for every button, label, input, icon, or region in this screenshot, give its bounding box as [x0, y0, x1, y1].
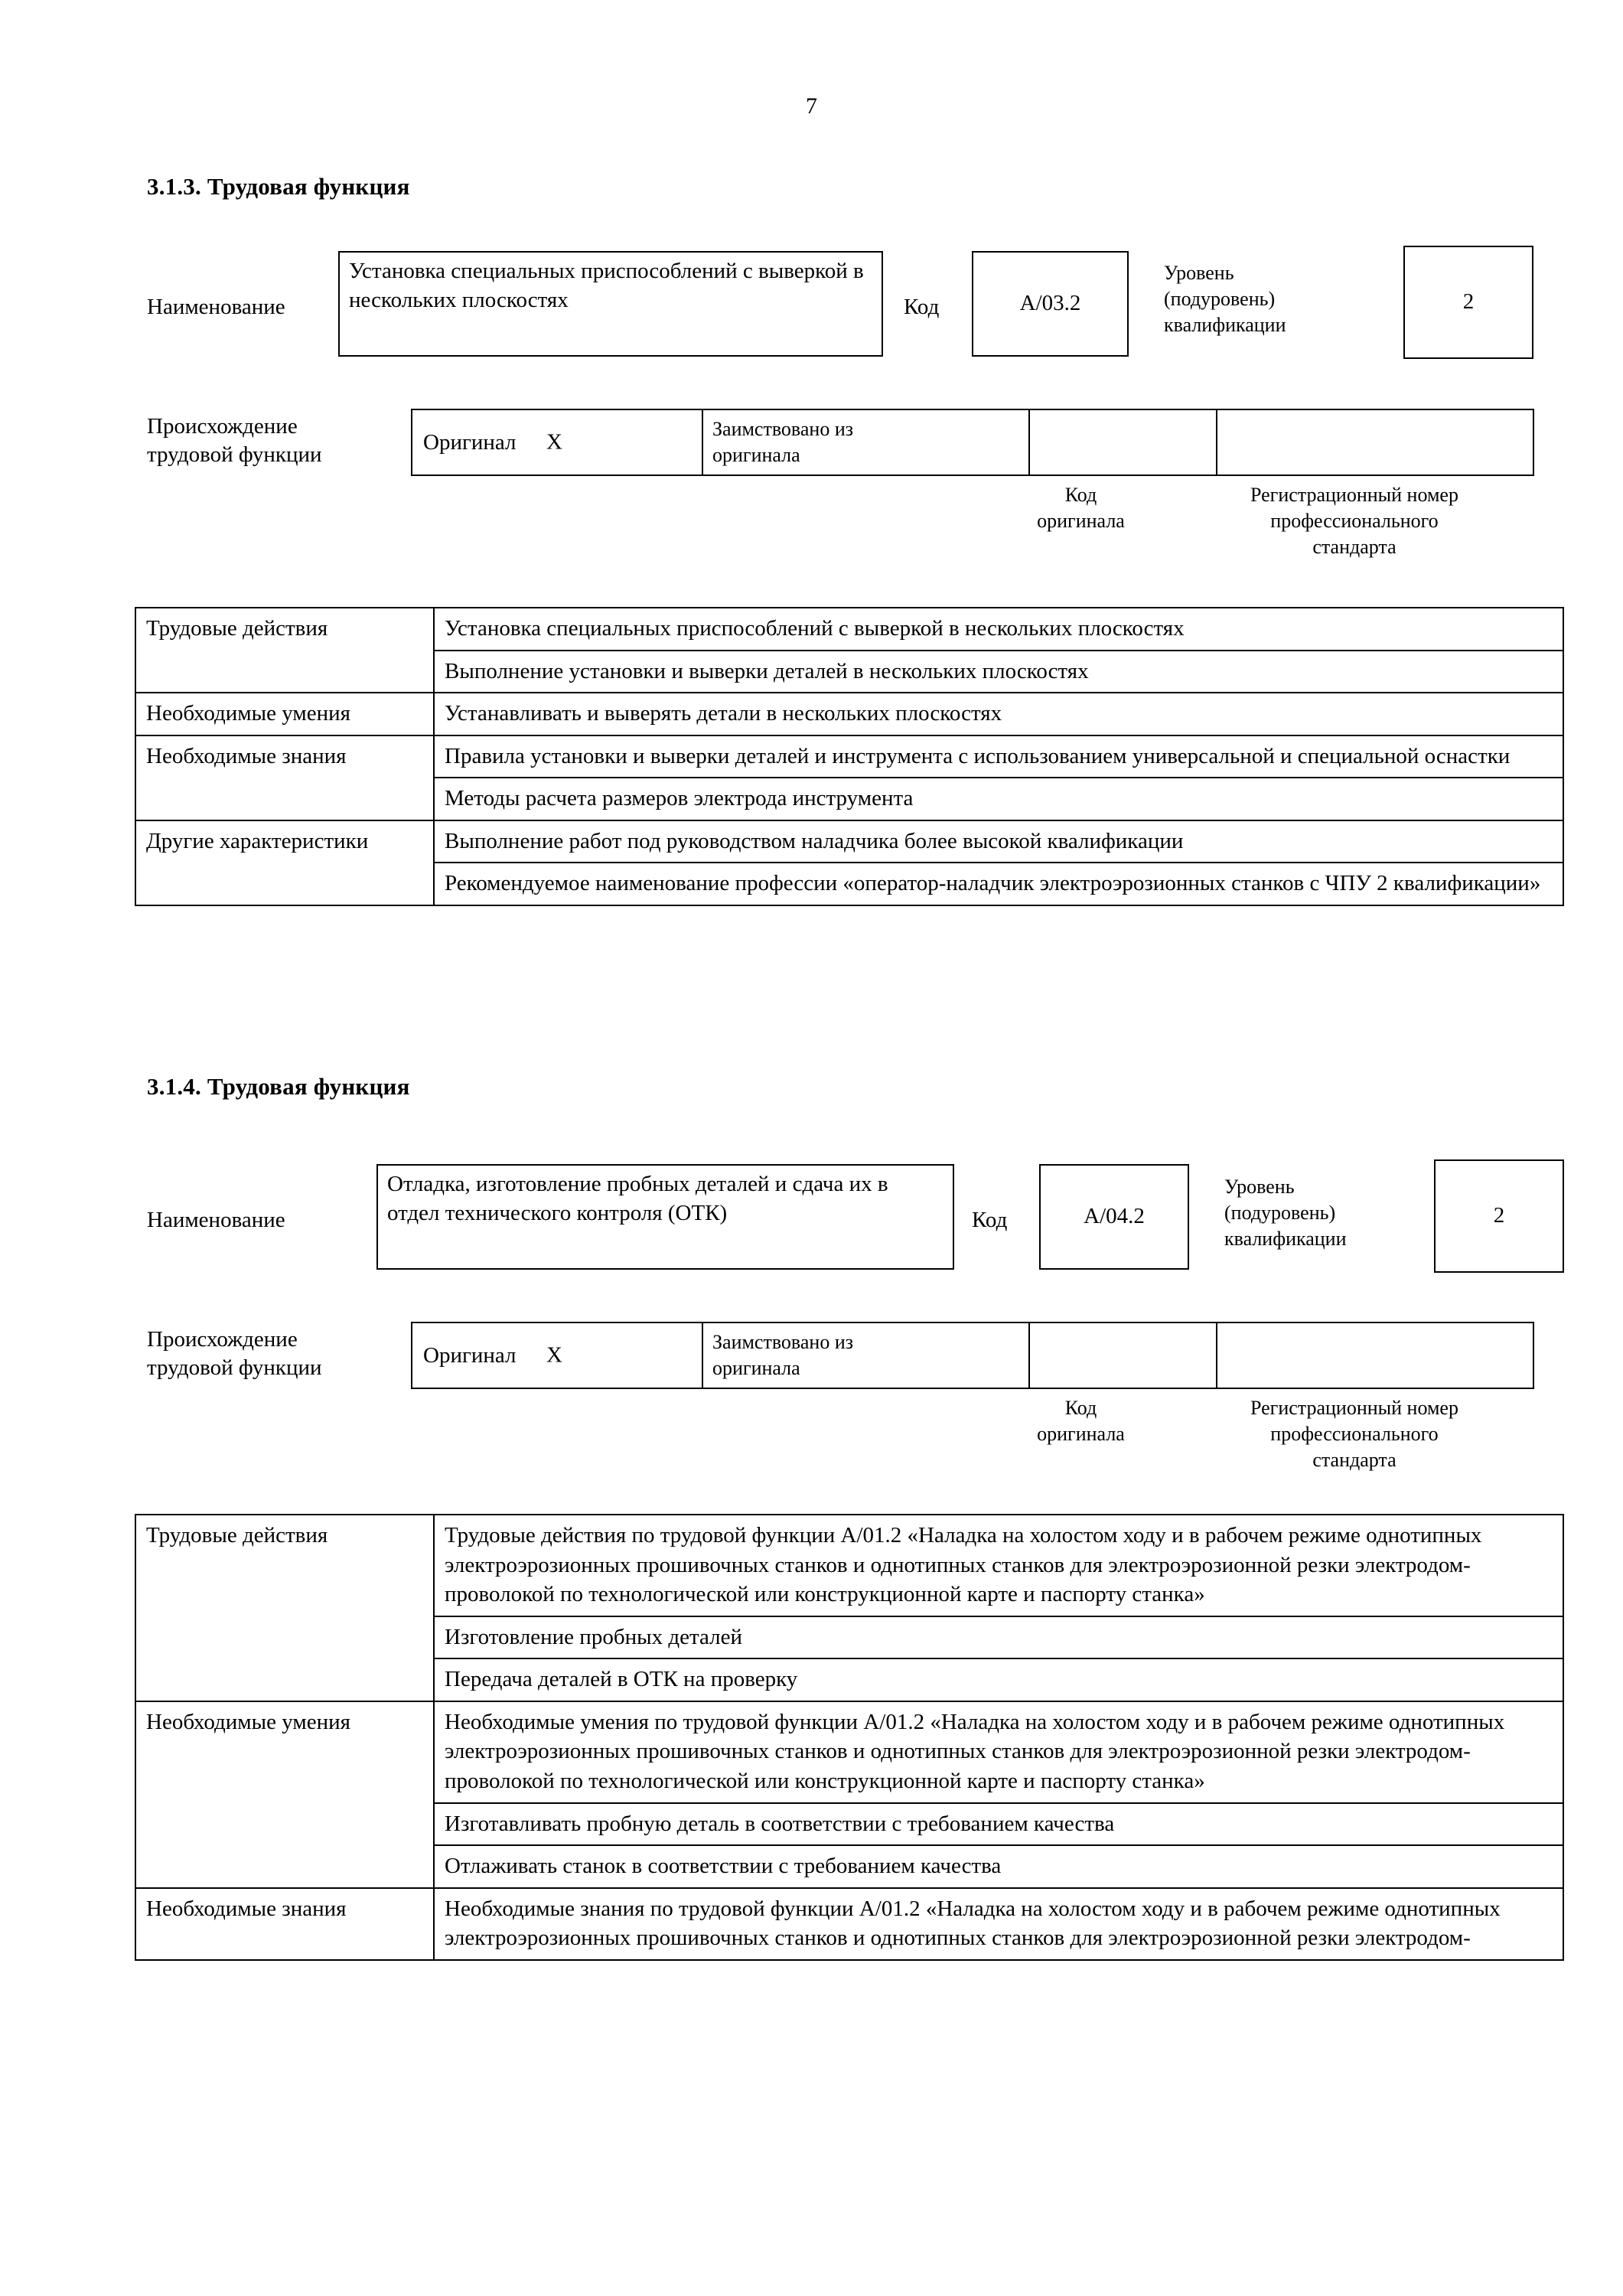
origin-original-label: Оригинал: [423, 429, 517, 455]
origin-registration-caption-line3: стандарта: [1312, 535, 1396, 558]
origin-registration-caption-line3: стандарта: [1312, 1448, 1396, 1471]
name-value-box-314: Отладка, изготовление пробных деталей и сдача их в отдел технического контроля (ОТК): [376, 1164, 954, 1270]
qualification-level-label-line1: Уровень: [1164, 262, 1234, 284]
origin-registration-caption-line1: Регистрационный номер: [1250, 1397, 1458, 1419]
origin-cell-original-314[interactable]: [412, 1323, 703, 1388]
origin-borrowed-line2: оригинала: [712, 1357, 800, 1379]
row-value: Изготавливать пробную деталь в соответствии с требованием качества: [434, 1803, 1563, 1846]
origin-registration-caption-314: [1194, 1395, 1515, 1473]
table-row: [135, 1701, 1563, 1803]
table-row: [135, 1515, 1563, 1616]
origin-label-line1: Происхождение: [147, 1327, 298, 1352]
origin-original-mark: X: [546, 429, 562, 455]
origin-cell-code-314[interactable]: [1030, 1323, 1217, 1388]
qualification-level-label-314: [1224, 1174, 1454, 1251]
row-value: Методы расчета размеров электрода инструмента: [434, 778, 1563, 820]
origin-borrowed-line1: Заимствовано из: [712, 1330, 854, 1353]
origin-cell-code-313[interactable]: [1030, 410, 1217, 475]
origin-cell-borrowed-314[interactable]: [703, 1323, 1030, 1388]
row-value: Установка специальных приспособлений с выверкой в нескольких плоскостях: [434, 608, 1563, 651]
origin-cell-original-313[interactable]: [412, 410, 703, 475]
row-value: Выполнение работ под руководством наладчика более высокой квалификации: [434, 820, 1563, 863]
origin-cell-registration-314[interactable]: [1217, 1323, 1533, 1388]
page-number: 7: [806, 93, 817, 119]
origin-borrowed-label: [703, 416, 853, 469]
origin-code-caption-line1: Код: [1064, 484, 1097, 506]
row-label-drugie-harakteristiki: Другие характеристики: [135, 820, 434, 905]
code-value-box-314: A/04.2: [1039, 1164, 1189, 1270]
origin-cell-borrowed-313[interactable]: [703, 410, 1030, 475]
origin-registration-caption-313: [1194, 482, 1515, 559]
name-label-313: Наименование: [147, 295, 285, 319]
table-row: [135, 608, 1563, 651]
origin-label-line2: трудовой функции: [147, 1355, 322, 1381]
row-value: Правила установки и выверки деталей и инструмента с использованием универсальной и специальной оснастки: [434, 735, 1563, 778]
row-value: Рекомендуемое наименование профессии «оператор-наладчик электроэрозионных станков с ЧПУ 2 квалификации»: [434, 863, 1563, 905]
code-label-313: Код: [904, 295, 940, 319]
origin-label-313: [147, 413, 322, 469]
code-label-314: Код: [972, 1208, 1008, 1232]
row-value: Устанавливать и выверять детали в нескольких плоскостях: [434, 693, 1563, 735]
row-value: Необходимые умения по трудовой функции А/01.2 «Наладка на холостом ходу и в рабочем режиме однотипных электроэрозионных прошивочных станков и однотипных станков для электроэрозионной резки электродом-проволокой по технологической или конструкционной карте и паспорту станка»: [434, 1701, 1563, 1803]
row-label-trudovye-deystviya: Трудовые действия: [135, 608, 434, 693]
row-label-trudovye-deystviya: Трудовые действия: [135, 1515, 434, 1701]
origin-code-caption-line1: Код: [1064, 1397, 1097, 1419]
qualification-level-label-line2: (подуровень): [1224, 1201, 1336, 1224]
origin-label-314: [147, 1326, 322, 1382]
origin-borrowed-label: [703, 1329, 853, 1382]
origin-registration-caption-line2: профессионального: [1270, 509, 1439, 532]
trudovaya-funkciya-table-313: [135, 607, 1564, 906]
origin-registration-caption-line1: Регистрационный номер: [1250, 484, 1458, 506]
table-row: [135, 693, 1563, 735]
row-label-neobhodimye-umeniya: Необходимые умения: [135, 693, 434, 735]
origin-code-caption-313: [987, 482, 1175, 534]
code-value-box-313: A/03.2: [972, 251, 1129, 357]
origin-borrowed-line1: Заимствовано из: [712, 417, 854, 440]
origin-label-line1: Происхождение: [147, 414, 298, 439]
row-value: Необходимые знания по трудовой функции А/01.2 «Наладка на холостом ходу и в рабочем режиме однотипных электроэрозионных прошивочных станков и однотипных станков для электроэрозионной резки электродом-: [434, 1888, 1563, 1960]
origin-strip-313: [411, 409, 1534, 476]
origin-borrowed-line2: оригинала: [712, 444, 800, 466]
name-value-box-313: Установка специальных приспособлений с выверкой в нескольких плоскостях: [338, 251, 883, 357]
origin-label-line2: трудовой функции: [147, 442, 322, 468]
qualification-level-label-line2: (подуровень): [1164, 287, 1276, 310]
row-value: Выполнение установки и выверки деталей в нескольких плоскостях: [434, 651, 1563, 693]
row-label-neobhodimye-znaniya: Необходимые знания: [135, 1888, 434, 1960]
trudovaya-funkciya-table-314: [135, 1514, 1564, 1961]
row-value: Изготовление пробных деталей: [434, 1616, 1563, 1659]
origin-registration-caption-line2: профессионального: [1270, 1422, 1439, 1445]
qualification-level-value-box-313: 2: [1403, 246, 1533, 359]
qualification-level-label-313: [1164, 260, 1393, 338]
origin-original-mark: X: [546, 1342, 562, 1368]
row-value: Передача деталей в ОТК на проверку: [434, 1658, 1563, 1701]
origin-cell-registration-313[interactable]: [1217, 410, 1533, 475]
qualification-level-value-box-314: 2: [1434, 1159, 1564, 1273]
table-row: [135, 735, 1563, 778]
row-value: Трудовые действия по трудовой функции А/01.2 «Наладка на холостом ходу и в рабочем режиме однотипных электроэрозионных прошивочных станков и однотипных станков для электроэрозионной резки электродом-проволокой по технологической или конструкционной карте и паспорту станка»: [434, 1515, 1563, 1616]
origin-code-caption-line2: оригинала: [1037, 1422, 1125, 1445]
origin-strip-314: [411, 1322, 1534, 1389]
section-heading-313: 3.1.3. Трудовая функция: [147, 173, 410, 200]
row-label-neobhodimye-znaniya: Необходимые знания: [135, 735, 434, 820]
table-row: [135, 1888, 1563, 1960]
qualification-level-label-line1: Уровень: [1224, 1176, 1295, 1198]
section-heading-314: 3.1.4. Трудовая функция: [147, 1073, 410, 1100]
table-row: [135, 820, 1563, 863]
qualification-level-label-line3: квалификации: [1164, 313, 1286, 336]
origin-code-caption-line2: оригинала: [1037, 509, 1125, 532]
qualification-level-label-line3: квалификации: [1224, 1227, 1347, 1250]
name-label-314: Наименование: [147, 1208, 285, 1232]
origin-code-caption-314: [987, 1395, 1175, 1447]
row-label-neobhodimye-umeniya: Необходимые умения: [135, 1701, 434, 1888]
origin-original-label: Оригинал: [423, 1342, 517, 1368]
row-value: Отлаживать станок в соответствии с требованием качества: [434, 1845, 1563, 1888]
